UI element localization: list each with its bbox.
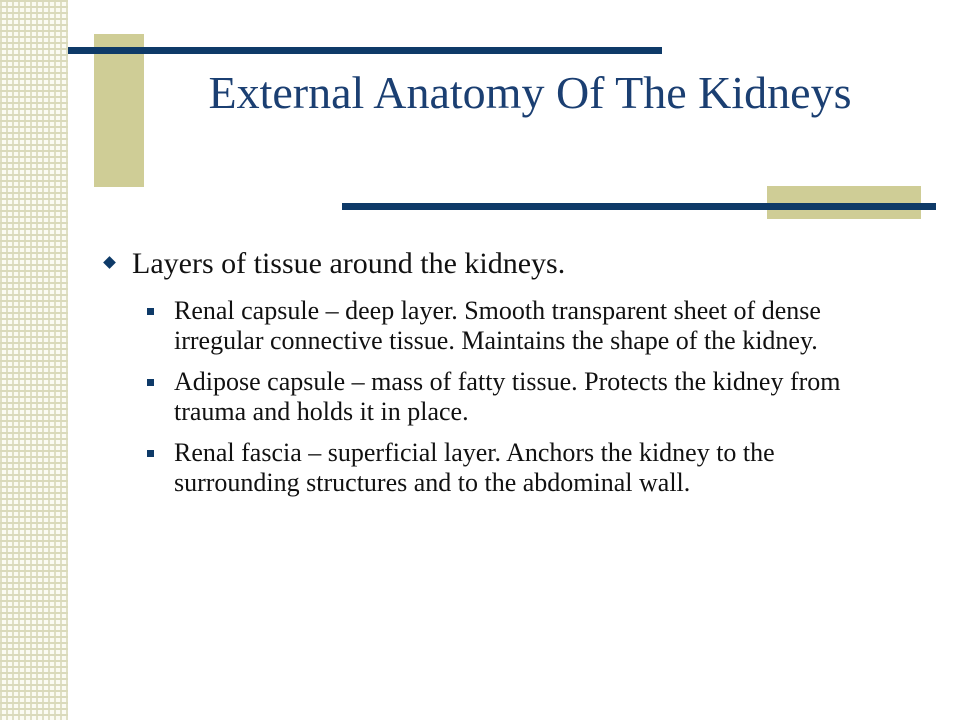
title-rule-bottom	[342, 203, 936, 210]
sub-bullet-text: Renal capsule – deep layer. Smooth transparent sheet of dense irregular connective tissue. Maintains the shape of the kidney.	[174, 296, 821, 355]
sub-bullet-text: Renal fascia – superficial layer. Anchors the kidney to the surrounding structures and to the abdominal wall.	[174, 438, 775, 497]
decorative-block-left	[94, 34, 144, 187]
bullet-text: Layers of tissue around the kidneys.	[132, 247, 566, 280]
diamond-bullet-icon	[103, 256, 116, 269]
square-bullet-icon	[147, 450, 154, 457]
sub-bullet-renal-fascia	[142, 438, 864, 498]
slide-title: External Anatomy Of The Kidneys	[208, 67, 852, 118]
sub-bullet-text: Adipose capsule – mass of fatty tissue. Protects the kidney from trauma and holds it in place.	[174, 367, 841, 426]
decorative-side-pattern	[0, 0, 68, 720]
title-rule-top	[68, 47, 662, 54]
square-bullet-icon	[147, 379, 154, 386]
sub-bullet-renal-capsule	[142, 296, 864, 356]
slide-body	[100, 244, 900, 509]
square-bullet-icon	[147, 308, 154, 315]
sub-bullet-adipose-capsule	[142, 367, 864, 427]
bullet-layers-of-tissue	[100, 244, 900, 284]
